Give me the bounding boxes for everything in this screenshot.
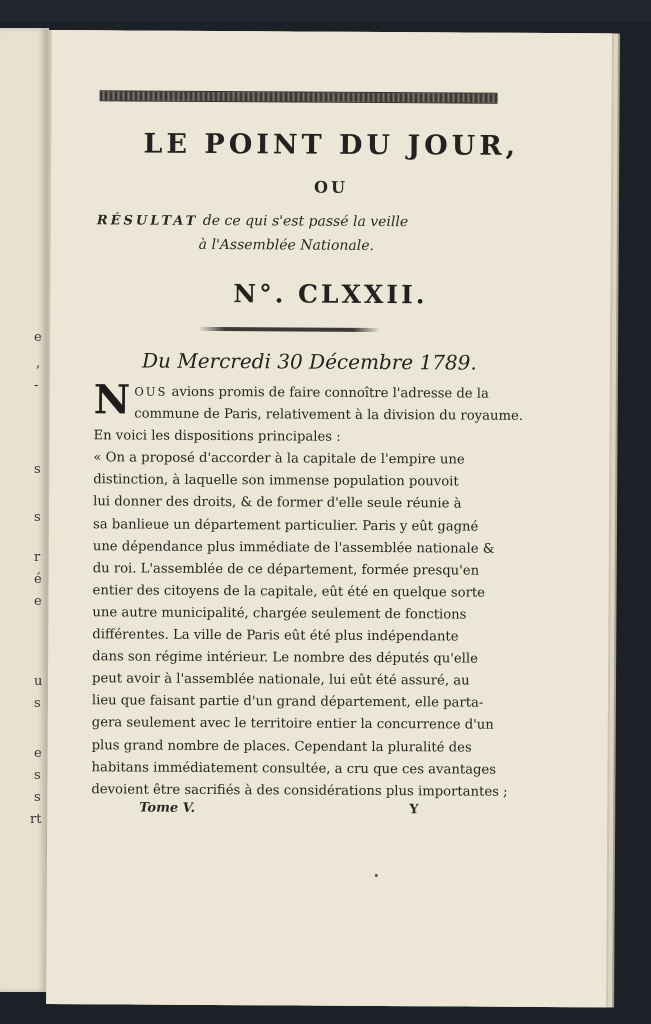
body-line: dans son régime intérieur. Le nombre des députés qu'elle [92, 649, 478, 667]
body-line-text: avions promis de faire connoître l'adresse de la [167, 384, 489, 402]
issue-date: Du Mercredi 30 Décembre 1789. [141, 348, 477, 375]
facing-page-fragment: s [34, 510, 41, 525]
page-title: LE POINT DU JOUR, [143, 128, 520, 162]
drop-cap: N [93, 376, 131, 424]
paper-speck [375, 874, 378, 877]
body-line: peut avoir à l'assemblée nationale, lui eût été assuré, au [91, 671, 470, 689]
facing-page-fragment: , [36, 356, 41, 371]
decorative-rule-middle [198, 327, 380, 332]
subtitle-caps: RÉSULTAT [96, 213, 199, 229]
facing-page-fragment: e [34, 330, 42, 345]
body-line: « On a proposé d'accorder à la capitale de l'empire une [93, 450, 465, 468]
facing-page-fragment: rt [30, 812, 42, 827]
body-line: entier des citoyens de la capitale, eût été en quelque sorte [92, 583, 486, 601]
body-line: du roi. L'assemblée de ce département, formée presqu'en [92, 561, 480, 579]
facing-page-fragment: r [34, 550, 41, 565]
body-line: une dépendance plus immédiate de l'assemblée nationale & [92, 538, 495, 557]
body-line: lui donner des droits, & de former d'elle seule réunie à [93, 494, 462, 512]
body-line: lieu que faisant partie d'un grand département, elle parta- [91, 693, 484, 711]
body-line: gera seulement avec le territoire entier la concurrence d'un [91, 715, 494, 734]
body-line: plus grand nombre de places. Cependant la pluralité des [91, 737, 472, 756]
body-line: sa banlieue un département particulier. Paris y eût gagné [92, 516, 479, 535]
facing-page-fragment: - [34, 378, 39, 393]
body-line: habitans immédiatement consultée, a cru que ces avantages [91, 759, 497, 778]
body-line: distinction, à laquelle son immense population pouvoit [93, 472, 459, 490]
facing-page-fragment: e [34, 594, 42, 609]
facing-page-fragment: s [34, 696, 41, 711]
document-page [46, 30, 612, 1007]
signature-mark: Y [409, 802, 419, 818]
facing-page-edge [0, 28, 49, 992]
facing-page-fragment: é [34, 572, 42, 587]
volume-label: Tome V. [139, 800, 196, 816]
facing-page-fragment: e [34, 746, 42, 761]
body-line: devoient être sacrifiés à des considérations plus importantes ; [91, 781, 508, 800]
body-line: différentes. La ville de Paris eût été plus indépendante [92, 627, 459, 645]
decorative-rule-top [100, 90, 498, 103]
body-line: une autre municipalité, chargée seulement de fonctions [92, 605, 467, 623]
issue-number: N°. CLXXII. [233, 279, 428, 310]
scanner-background [0, 0, 651, 22]
facing-page-fragment: u [34, 674, 43, 689]
body-line: commune de Paris, relativement à la division du royaume. [134, 406, 524, 424]
first-word: OUS [134, 384, 168, 399]
article-body [91, 376, 544, 804]
facing-page-fragment: s [34, 768, 41, 783]
subtitle-ou: OU [314, 177, 349, 197]
body-line [134, 381, 544, 407]
body-line: En voici les dispositions principales : [93, 428, 341, 445]
facing-page-fragment: s [34, 790, 41, 805]
subtitle-rest: de ce qui s'est passé la veille [198, 212, 409, 231]
facing-page-fragment: s [34, 462, 41, 477]
subtitle-line-1 [97, 212, 567, 231]
subtitle-line-2: à l'Assemblée Nationale. [198, 236, 375, 254]
